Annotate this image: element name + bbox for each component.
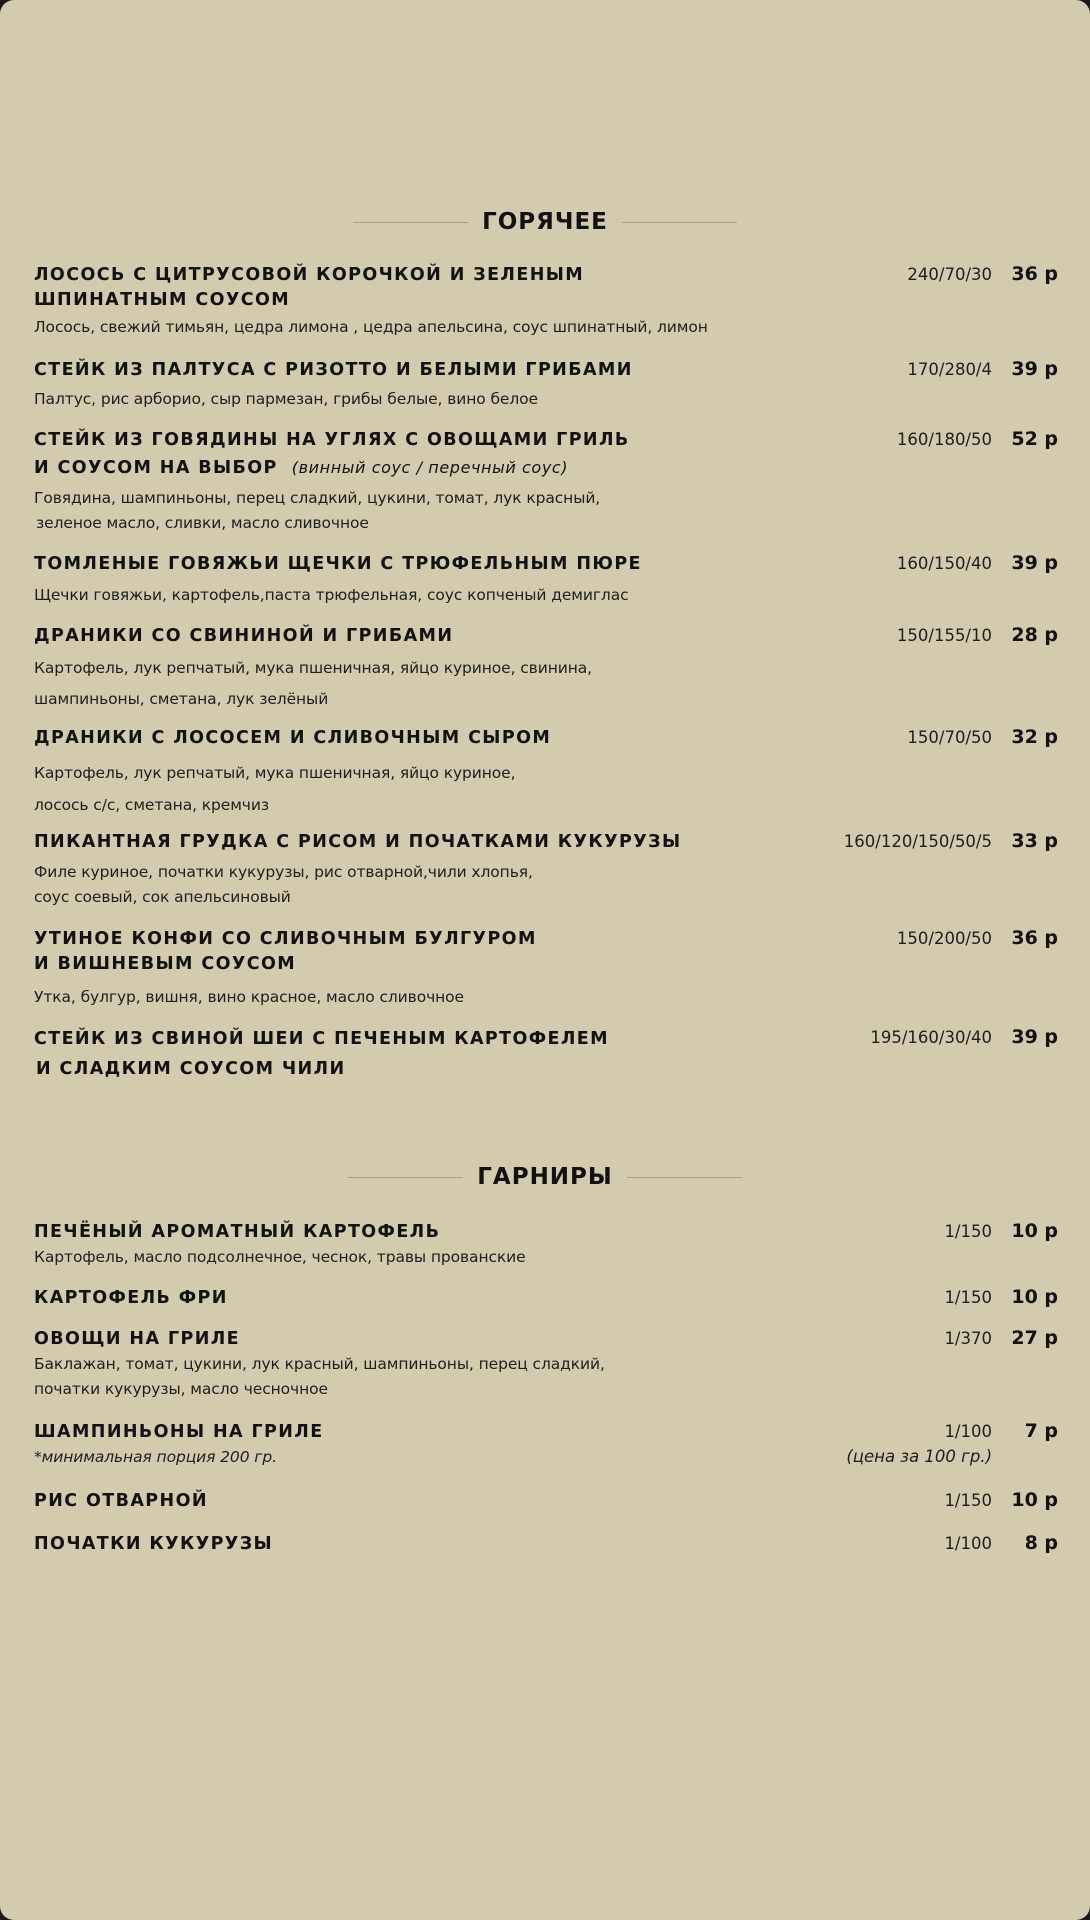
item-price: 39 р [1011, 1026, 1058, 1048]
menu-item [34, 1286, 1058, 1311]
item-description: Картофель, лук репчатый, мука пшеничная, яйцо куриное, лосось с/с, сметана, кремчиз [34, 764, 516, 814]
menu-item [34, 552, 1058, 608]
item-description: Щечки говяжьи, картофель,паста трюфельная, соус копченый демиглас [34, 586, 629, 604]
item-name: ПИКАНТНАЯ ГРУДКА С РИСОМ И ПОЧАТКАМИ КУКУРУЗЫ [34, 832, 682, 852]
item-name: ШАМПИНЬОНЫ НА ГРИЛЕ [34, 1422, 324, 1442]
item-price: 10 р [1011, 1489, 1058, 1511]
menu-item [34, 927, 1058, 1010]
menu-item [34, 1489, 1058, 1514]
item-weight: 1/370 [944, 1329, 992, 1348]
item-sauce-note: (винный соус / перечный соус) [291, 458, 569, 477]
item-price: 32 р [1011, 726, 1058, 748]
menu-item [34, 428, 1058, 536]
section-header-hot [0, 204, 1090, 240]
item-name: ДРАНИКИ СО СВИНИНОЙ И ГРИБАМИ [34, 626, 454, 646]
item-description: Филе куриное, початки кукурузы, рис отварной,чили хлопья, соус соевый, сок апельсиновый [34, 863, 533, 906]
item-price: 52 р [1011, 428, 1058, 450]
item-description: Лосось, свежий тимьян, цедра лимона , цедра апельсина, соус шпинатный, лимон [34, 318, 708, 336]
item-weight-note: (цена за 100 гр.) [846, 1447, 992, 1466]
menu-item [34, 1024, 1058, 1084]
divider-right [627, 1177, 742, 1178]
menu-item [34, 1220, 1058, 1270]
item-weight: 1/150 [944, 1491, 992, 1510]
item-name: УТИНОЕ КОНФИ СО СЛИВОЧНЫМ БУЛГУРОМ И ВИШНЕВЫМ СОУСОМ [34, 929, 537, 974]
item-weight: 240/70/30 [907, 265, 992, 284]
item-name: СТЕЙК ИЗ СВИНОЙ ШЕИ С ПЕЧЕНЫМ КАРТОФЕЛЕМ И СЛАДКИМ СОУСОМ ЧИЛИ [34, 1029, 609, 1079]
item-description: Утка, булгур, вишня, вино красное, масло сливочное [34, 988, 464, 1006]
menu-item [34, 358, 1058, 412]
item-weight: 1/150 [944, 1222, 992, 1241]
item-name: РИС ОТВАРНОЙ [34, 1491, 208, 1511]
item-price: 27 р [1011, 1327, 1058, 1349]
item-price: 36 р [1011, 263, 1058, 285]
menu-item [34, 726, 1058, 821]
menu-item [34, 624, 1058, 715]
item-name: ТОМЛЕНЫЕ ГОВЯЖЬИ ЩЕЧКИ С ТРЮФЕЛЬНЫМ ПЮРЕ [34, 554, 642, 574]
divider-right [622, 222, 737, 223]
item-description: Говядина, шампиньоны, перец сладкий, цукини, томат, лук красный, зеленое масло, сливки, масло сливочное [34, 489, 601, 532]
item-price: 28 р [1011, 624, 1058, 646]
item-name: ПЕЧЁНЫЙ АРОМАТНЫЙ КАРТОФЕЛЬ [34, 1222, 441, 1242]
item-price: 39 р [1011, 552, 1058, 574]
item-name: СТЕЙК ИЗ ГОВЯДИНЫ НА УГЛЯХ С ОВОЩАМИ ГРИЛЬ И СОУСОМ НА ВЫБОР (винный соус / перечный соус) [34, 430, 630, 478]
item-price: 8 р [1024, 1532, 1058, 1554]
item-price: 39 р [1011, 358, 1058, 380]
item-price: 36 р [1011, 927, 1058, 949]
item-name: ЛОСОСЬ С ЦИТРУСОВОЙ КОРОЧКОЙ И ЗЕЛЕНЫМ ШПИНАТНЫМ СОУСОМ [34, 265, 585, 310]
item-description: Картофель, масло подсолнечное, чеснок, травы прованские [34, 1248, 526, 1266]
section-title: ГОРЯЧЕЕ [482, 209, 608, 235]
menu-item [34, 830, 1058, 910]
item-price: 33 р [1011, 830, 1058, 852]
item-weight: 150/155/10 [896, 626, 992, 645]
item-name: СТЕЙК ИЗ ПАЛТУСА С РИЗОТТО И БЕЛЫМИ ГРИБАМИ [34, 360, 633, 380]
item-weight: 160/150/40 [896, 554, 992, 573]
item-price: 7 р [1024, 1420, 1058, 1442]
item-description: Палтус, рис арборио, сыр пармезан, грибы белые, вино белое [34, 390, 538, 408]
item-description: Баклажан, томат, цукини, лук красный, шампиньоны, перец сладкий, початки кукурузы, масло чесночное [34, 1355, 605, 1398]
menu-item [34, 1532, 1058, 1557]
menu-item [34, 1420, 1058, 1470]
item-weight: 150/70/50 [907, 728, 992, 747]
item-weight: 160/180/50 [896, 430, 992, 449]
section-header-sides [0, 1159, 1090, 1195]
section-title: ГАРНИРЫ [477, 1164, 613, 1190]
item-description: Картофель, лук репчатый, мука пшеничная, яйцо куриное, свинина, шампиньоны, сметана, лук зелёный [34, 659, 592, 708]
item-weight: 150/200/50 [896, 929, 992, 948]
divider-left [348, 1177, 463, 1178]
item-name: ПОЧАТКИ КУКУРУЗЫ [34, 1534, 274, 1554]
item-weight: 195/160/30/40 [870, 1028, 992, 1047]
item-weight: 160/120/150/50/5 [843, 832, 992, 851]
item-weight: 170/280/4 [907, 360, 992, 379]
menu-item [34, 263, 1058, 340]
item-price: 10 р [1011, 1220, 1058, 1242]
item-weight: 1/100 [944, 1422, 992, 1441]
item-name: КАРТОФЕЛЬ ФРИ [34, 1288, 228, 1308]
item-name: ДРАНИКИ С ЛОСОСЕМ И СЛИВОЧНЫМ СЫРОМ [34, 728, 552, 748]
item-weight: 1/100 [944, 1534, 992, 1553]
item-portion-note: *минимальная порция 200 гр. [34, 1448, 277, 1466]
menu-item [34, 1327, 1058, 1402]
divider-left [353, 222, 468, 223]
item-weight: 1/150 [944, 1288, 992, 1307]
item-price: 10 р [1011, 1286, 1058, 1308]
item-name: ОВОЩИ НА ГРИЛЕ [34, 1329, 241, 1349]
